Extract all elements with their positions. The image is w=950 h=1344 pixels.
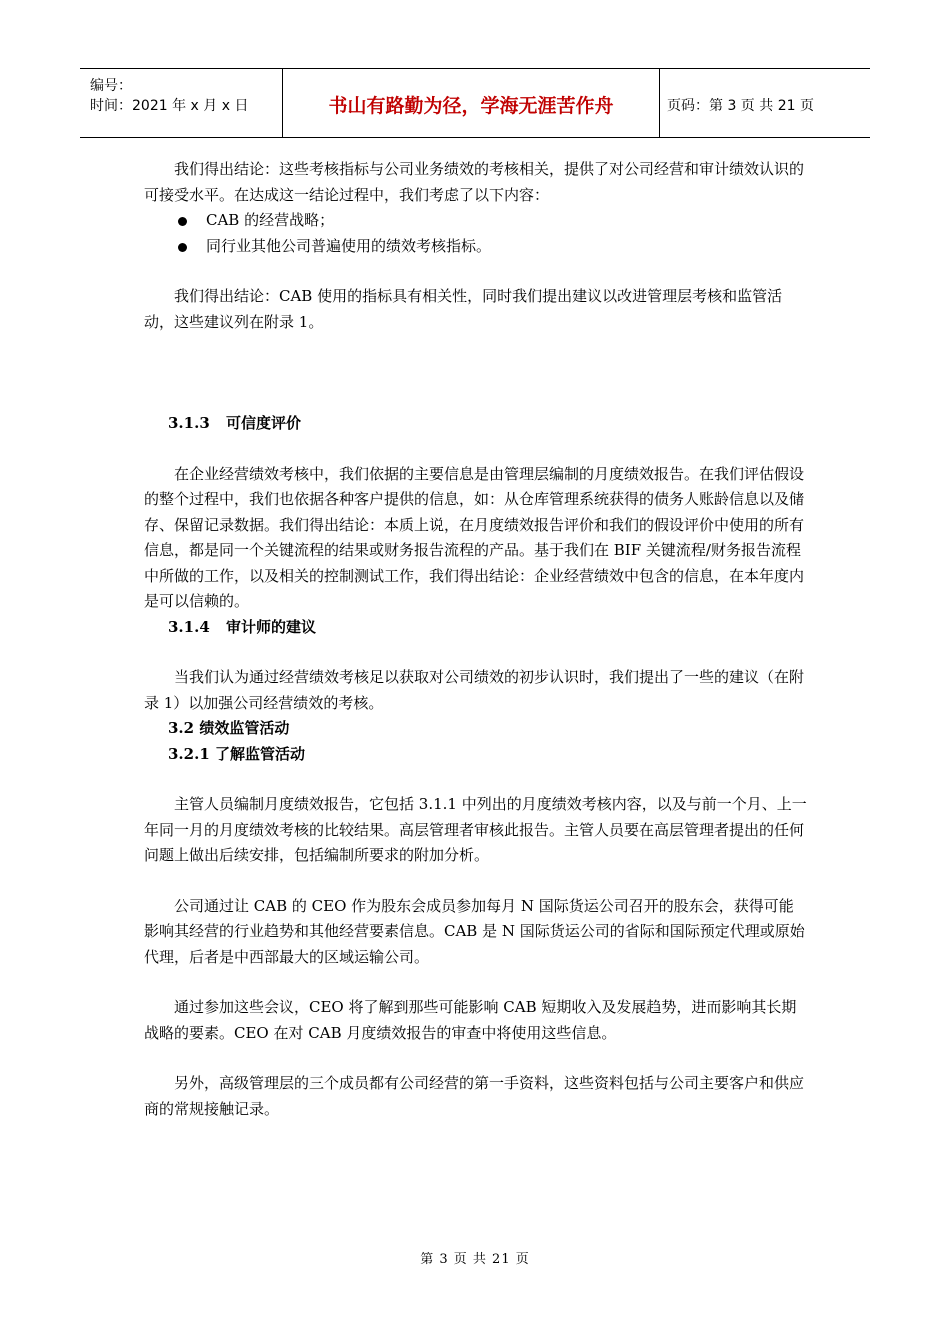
- paragraph-management: 另外，高级管理层的三个成员都有公司经营的第一手资料，这些资料包括与公司主要客户和供应商的常规接触记录。: [144, 1074, 805, 1118]
- section-number: 3.1.3: [168, 414, 210, 432]
- paragraph-conclusion: 我们得出结论：这些考核指标与公司业务绩效的考核相关，提供了对公司经营和审计绩效认识的可接受水平。在达成这一结论过程中，我们考虑了以下内容：: [144, 160, 805, 204]
- section-title: 可信度评价: [226, 414, 302, 432]
- page-footer: 第 3 页 共 21 页: [420, 1252, 530, 1267]
- section-heading-3-1-3: [144, 411, 808, 437]
- paragraph-shareholder-meeting: 公司通过让 CAB 的 CEO 作为股东会成员参加每月 N 国际货运公司召开的股东会，获得可能影响其经营的行业趋势和其他经营要素信息。CAB 是 N 国际货运公司的省际和国际预定代理或原始代理，后者是中西部最大的区域运输公司。: [144, 896, 805, 966]
- section-number: 3.1.4: [168, 617, 210, 636]
- section-heading-3-1-4: [144, 615, 808, 641]
- time-label: 时间：2021 年 x 月 x 日: [90, 98, 249, 114]
- paragraph-recommendation: 当我们认为通过经营绩效考核足以获取对公司绩效的初步认识时，我们提出了一些的建议（在附录 1）以加强公司经营绩效的考核。: [144, 668, 805, 712]
- header-center-cell: [282, 69, 660, 137]
- page-header: [80, 68, 870, 138]
- bullet-icon: [178, 243, 187, 252]
- number-label: 编号：: [90, 78, 132, 94]
- paragraph-reliability: 在企业经营绩效考核中，我们依据的主要信息是由管理层编制的月度绩效报告。在我们评估假设的整个过程中，我们也依据各种客户提供的信息，如：从仓库管理系统获得的债务人账龄信息以及储存、保留记录数据。我们得出结论：本质上说，在月度绩效报告评价和我们的假设评价中使用的所有信息，都是同一个关键流程的结果或财务报告流程的产品。基于我们在 BIF 关键流程/财务报告流程中所做的工作，以及相关的控制测试工作，我们得出结论：企业经营绩效中包含的信息，在本年度内是可以信赖的。: [144, 464, 805, 610]
- header-page-number: 页码：第 3 页 共 21 页: [667, 98, 814, 114]
- section-title: 审计师的建议: [226, 617, 317, 636]
- header-right-cell: [659, 69, 870, 137]
- paragraph-relevance: 我们得出结论：CAB 使用的指标具有相关性，同时我们提出建议以改进管理层考核和监管活动，这些建议列在附录 1。: [144, 287, 783, 331]
- paragraph-ceo-meetings: 通过参加这些会议，CEO 将了解到那些可能影响 CAB 短期收入及发展趋势，进而影响其长期战略的要素。CEO 在对 CAB 月度绩效报告的审查中将使用这些信息。: [144, 998, 797, 1042]
- bullet-list: [144, 208, 808, 259]
- list-item-text: CAB 的经营战略；: [206, 211, 335, 229]
- bullet-icon: [178, 217, 187, 226]
- motto: 书山有路勤为径，学海无涯苦作舟: [328, 95, 614, 117]
- list-item-text: 同行业其他公司普遍使用的绩效考核指标。: [206, 236, 492, 255]
- list-item: [144, 208, 808, 234]
- paragraph-monthly-report: 主管人员编制月度绩效报告，它包括 3.1.1 中列出的月度绩效考核内容，以及与前一个月、上一年同一月的月度绩效考核的比较结果。高层管理者审核此报告。主管人员要在高层管理者提出的任何问题上做出后续安排，包括编制所要求的附加分析。: [144, 795, 807, 864]
- list-item: [144, 234, 808, 260]
- document-body: [144, 157, 808, 1122]
- header-left-cell: [80, 69, 282, 137]
- section-heading-3-2-1: 3.2.1 了解监管活动: [168, 744, 305, 763]
- section-heading-3-2: 3.2 绩效监管活动: [168, 719, 290, 737]
